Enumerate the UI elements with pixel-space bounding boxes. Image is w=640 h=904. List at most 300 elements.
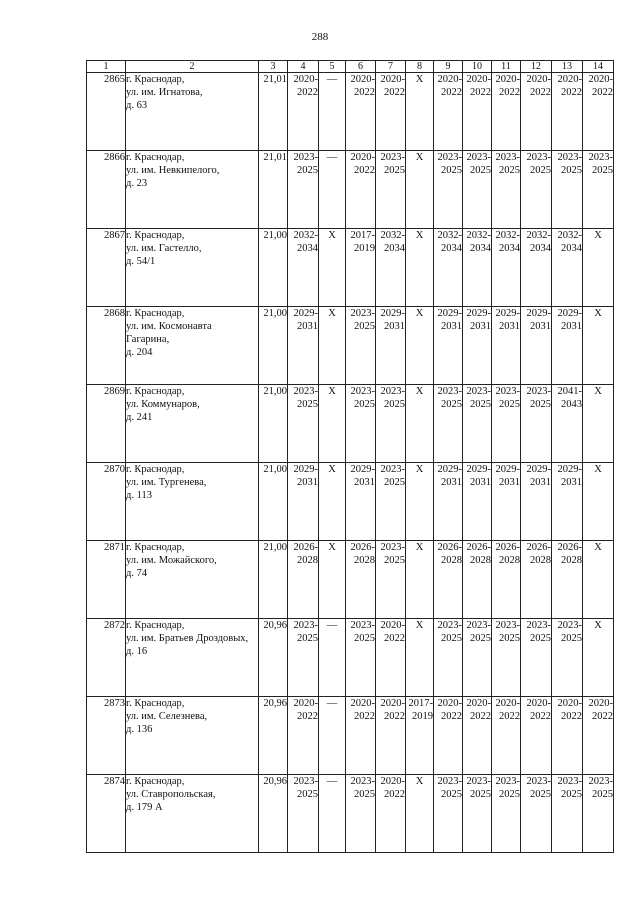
column-header-9: 9: [434, 61, 463, 73]
address-line: д. 113: [126, 490, 152, 501]
period-cell-c12: [521, 385, 552, 463]
period-line: 2023-: [437, 620, 462, 631]
period-cell-c4: [288, 73, 319, 151]
period-cell-c14: [583, 229, 614, 307]
period-line: 2031: [470, 477, 491, 488]
period-line: 2023-: [526, 776, 551, 787]
period-line: 2032-: [437, 230, 462, 241]
address-line: д. 23: [126, 178, 148, 189]
period-cell-c4: [288, 541, 319, 619]
address-line: ул. им. Гастелло,: [126, 243, 202, 254]
period-line: 2022: [561, 87, 582, 98]
row-number: 2868: [87, 307, 126, 385]
address-line: ул. им. Селезнева,: [126, 711, 208, 722]
address-cell: [126, 775, 259, 853]
period-line: 2023-: [526, 386, 551, 397]
period-line: 2022: [592, 87, 613, 98]
period-line: 2025: [354, 321, 375, 332]
period-line: 2025: [470, 789, 491, 800]
period-line: 2020-: [588, 74, 613, 85]
period-cell-c11: [492, 385, 521, 463]
period-line: 2031: [530, 477, 551, 488]
period-line: Х: [415, 386, 424, 397]
period-line: —: [326, 74, 338, 85]
period-line: 2023-: [380, 152, 405, 163]
period-cell-c8: [406, 73, 434, 151]
period-cell-c5: [319, 541, 346, 619]
period-cell-c9: [434, 463, 463, 541]
period-cell-c7: [376, 385, 406, 463]
area-cell: 21,00: [259, 229, 288, 307]
area-cell: 21,00: [259, 463, 288, 541]
period-cell-c13: [552, 73, 583, 151]
area-cell: 20,96: [259, 697, 288, 775]
period-line: 2025: [470, 399, 491, 410]
period-line: 2031: [499, 321, 520, 332]
period-line: Х: [415, 74, 424, 85]
period-cell-c9: [434, 541, 463, 619]
period-line: —: [326, 620, 338, 631]
period-line: 2029-: [495, 464, 520, 475]
period-cell-c7: [376, 775, 406, 853]
period-cell-c14: [583, 73, 614, 151]
table-row: [87, 463, 614, 541]
column-header-10: 10: [463, 61, 492, 73]
period-line: Х: [328, 542, 336, 553]
period-line: 2034: [470, 243, 491, 254]
period-line: —: [326, 152, 338, 163]
period-line: 2020-: [380, 620, 405, 631]
address-line: ул. им. Космонавта: [126, 321, 212, 332]
period-line: 2025: [530, 633, 551, 644]
period-line: 2023-: [557, 776, 582, 787]
period-line: 2023-: [466, 386, 491, 397]
period-cell-c11: [492, 541, 521, 619]
period-line: 2034: [384, 243, 405, 254]
column-header-6: 6: [346, 61, 376, 73]
table-row: [87, 307, 614, 385]
period-cell-c11: [492, 307, 521, 385]
column-header-12: 12: [521, 61, 552, 73]
period-cell-c4: [288, 229, 319, 307]
address-line: д. 179 А: [126, 802, 163, 813]
period-line: 2020-: [437, 698, 462, 709]
period-line: 2023-: [437, 776, 462, 787]
period-cell-c14: [583, 619, 614, 697]
period-line: 2022: [354, 165, 375, 176]
column-header-5: 5: [319, 61, 346, 73]
period-cell-c6: [346, 73, 376, 151]
period-line: 2025: [297, 399, 318, 410]
address-line: ул. Ставропольская,: [126, 789, 216, 800]
period-line: 2022: [470, 87, 491, 98]
period-line: 2023-: [350, 386, 375, 397]
row-number: 2872: [87, 619, 126, 697]
row-number: 2870: [87, 463, 126, 541]
period-line: 2023-: [293, 620, 318, 631]
row-number: 2873: [87, 697, 126, 775]
period-line: Х: [415, 542, 424, 553]
period-line: 2019: [354, 243, 375, 254]
period-cell-c4: [288, 151, 319, 229]
period-line: 2025: [354, 789, 375, 800]
period-line: 2028: [530, 555, 551, 566]
period-line: 2032-: [526, 230, 551, 241]
period-line: 2025: [530, 789, 551, 800]
period-line: 2028: [561, 555, 582, 566]
period-line: 2028: [499, 555, 520, 566]
period-cell-c4: [288, 385, 319, 463]
period-cell-c10: [463, 73, 492, 151]
period-line: 2029-: [526, 464, 551, 475]
period-cell-c12: [521, 229, 552, 307]
address-line: ул. им. Братьев Дроздовых,: [126, 633, 249, 644]
period-cell-c14: [583, 385, 614, 463]
period-cell-c7: [376, 697, 406, 775]
period-line: 2022: [499, 711, 520, 722]
period-line: Х: [415, 308, 424, 319]
period-line: 2031: [441, 477, 462, 488]
address-cell: [126, 385, 259, 463]
period-line: 2022: [441, 711, 462, 722]
period-cell-c10: [463, 229, 492, 307]
period-line: 2020-: [495, 698, 520, 709]
period-line: Х: [415, 230, 424, 241]
period-line: 2025: [297, 633, 318, 644]
period-line: 2025: [499, 789, 520, 800]
period-line: 2034: [561, 243, 582, 254]
address-line: ул. им. Невкипелого,: [126, 165, 220, 176]
period-line: 2020-: [380, 74, 405, 85]
area-cell: 21,00: [259, 385, 288, 463]
area-cell: 21,00: [259, 307, 288, 385]
period-cell-c9: [434, 229, 463, 307]
period-line: 2023-: [437, 386, 462, 397]
period-line: 2029-: [437, 308, 462, 319]
period-line: 2029-: [466, 464, 491, 475]
period-line: 2031: [441, 321, 462, 332]
period-line: 2034: [441, 243, 462, 254]
period-line: 2029-: [293, 308, 318, 319]
period-cell-c5: [319, 775, 346, 853]
table-row: [87, 385, 614, 463]
row-number: 2871: [87, 541, 126, 619]
period-line: 2022: [354, 711, 375, 722]
column-header-2: 2: [126, 61, 259, 73]
period-line: 2025: [441, 789, 462, 800]
column-header-4: 4: [288, 61, 319, 73]
period-cell-c10: [463, 307, 492, 385]
period-line: 2020-: [293, 74, 318, 85]
period-line: 2025: [441, 165, 462, 176]
period-cell-c14: [583, 151, 614, 229]
period-line: 2025: [297, 165, 318, 176]
period-line: 2029-: [526, 308, 551, 319]
period-line: 2022: [470, 711, 491, 722]
period-cell-c12: [521, 541, 552, 619]
period-line: 2026-: [526, 542, 551, 553]
period-cell-c8: [406, 697, 434, 775]
period-cell-c4: [288, 775, 319, 853]
page-number: 288: [311, 31, 329, 43]
period-line: 2020-: [466, 698, 491, 709]
period-cell-c10: [463, 151, 492, 229]
period-line: 2025: [499, 165, 520, 176]
period-line: 2020-: [526, 74, 551, 85]
period-cell-c13: [552, 697, 583, 775]
period-cell-c10: [463, 463, 492, 541]
period-line: 2026-: [293, 542, 318, 553]
period-line: 2041-: [557, 386, 582, 397]
period-line: 2026-: [557, 542, 582, 553]
period-cell-c6: [346, 619, 376, 697]
period-line: 2023-: [526, 152, 551, 163]
period-cell-c7: [376, 463, 406, 541]
address-cell: [126, 151, 259, 229]
period-cell-c6: [346, 385, 376, 463]
period-line: 2025: [470, 633, 491, 644]
period-cell-c9: [434, 697, 463, 775]
period-cell-c9: [434, 619, 463, 697]
period-line: Х: [594, 620, 602, 631]
period-cell-c11: [492, 229, 521, 307]
period-line: 2023-: [495, 152, 520, 163]
period-cell-c13: [552, 307, 583, 385]
period-line: 2029-: [557, 308, 582, 319]
period-cell-c10: [463, 385, 492, 463]
column-header-11: 11: [492, 61, 521, 73]
period-line: 2032-: [293, 230, 318, 241]
period-cell-c7: [376, 229, 406, 307]
period-line: 2029-: [495, 308, 520, 319]
table-row: [87, 541, 614, 619]
period-line: 2025: [354, 633, 375, 644]
period-line: 2032-: [495, 230, 520, 241]
period-line: 2032-: [466, 230, 491, 241]
period-cell-c9: [434, 775, 463, 853]
period-cell-c13: [552, 619, 583, 697]
period-cell-c7: [376, 619, 406, 697]
period-cell-c12: [521, 151, 552, 229]
period-line: 2017-: [350, 230, 375, 241]
address-line: ул. Коммунаров,: [126, 399, 200, 410]
column-header-1: 1: [87, 61, 126, 73]
period-cell-c8: [406, 619, 434, 697]
period-line: 2020-: [557, 698, 582, 709]
period-line: Х: [328, 308, 336, 319]
column-header-14: 14: [583, 61, 614, 73]
period-cell-c6: [346, 307, 376, 385]
period-line: 2022: [530, 87, 551, 98]
address-cell: [126, 619, 259, 697]
period-line: 2029-: [293, 464, 318, 475]
period-line: 2025: [384, 399, 405, 410]
period-line: 2022: [384, 633, 405, 644]
period-line: 2022: [384, 711, 405, 722]
period-line: 2023-: [495, 776, 520, 787]
period-line: 2025: [499, 633, 520, 644]
period-cell-c5: [319, 697, 346, 775]
period-line: 2017-: [408, 698, 433, 709]
period-cell-c4: [288, 697, 319, 775]
period-line: 2031: [561, 321, 582, 332]
period-cell-c10: [463, 541, 492, 619]
period-line: 2026-: [350, 542, 375, 553]
address-cell: [126, 307, 259, 385]
period-line: 2023-: [293, 152, 318, 163]
period-cell-c6: [346, 151, 376, 229]
period-line: 2026-: [495, 542, 520, 553]
period-line: 2025: [530, 165, 551, 176]
address-line: Гагарина,: [126, 334, 170, 345]
period-cell-c12: [521, 619, 552, 697]
period-line: 2020-: [380, 698, 405, 709]
period-line: 2023-: [588, 152, 613, 163]
period-cell-c13: [552, 775, 583, 853]
period-line: 2022: [561, 711, 582, 722]
period-line: 2026-: [437, 542, 462, 553]
period-line: 2023-: [466, 620, 491, 631]
period-cell-c7: [376, 151, 406, 229]
area-cell: 21,01: [259, 151, 288, 229]
address-line: г. Краснодар,: [126, 152, 185, 163]
period-line: 2020-: [526, 698, 551, 709]
row-number: 2874: [87, 775, 126, 853]
period-line: 2025: [561, 165, 582, 176]
period-line: 2023-: [495, 620, 520, 631]
period-cell-c5: [319, 385, 346, 463]
period-line: Х: [594, 308, 602, 319]
address-cell: [126, 697, 259, 775]
period-cell-c7: [376, 73, 406, 151]
period-line: 2023-: [437, 152, 462, 163]
period-line: —: [326, 776, 338, 787]
period-line: 2025: [470, 165, 491, 176]
period-line: 2025: [530, 399, 551, 410]
period-cell-c12: [521, 463, 552, 541]
period-line: 2023-: [495, 386, 520, 397]
period-line: 2020-: [588, 698, 613, 709]
period-line: 2023-: [557, 152, 582, 163]
period-line: 2020-: [380, 776, 405, 787]
period-line: 2031: [297, 477, 318, 488]
period-cell-c8: [406, 775, 434, 853]
period-line: 2020-: [495, 74, 520, 85]
period-line: 2022: [354, 87, 375, 98]
period-line: 2022: [499, 87, 520, 98]
address-line: д. 74: [126, 568, 148, 579]
period-cell-c6: [346, 775, 376, 853]
period-line: 2026-: [466, 542, 491, 553]
period-line: 2032-: [557, 230, 582, 241]
period-cell-c9: [434, 151, 463, 229]
period-cell-c8: [406, 307, 434, 385]
period-line: 2028: [354, 555, 375, 566]
address-cell: [126, 73, 259, 151]
period-line: 2023-: [526, 620, 551, 631]
period-line: Х: [415, 620, 424, 631]
period-cell-c14: [583, 463, 614, 541]
period-line: 2022: [384, 87, 405, 98]
period-line: 2025: [384, 555, 405, 566]
period-cell-c10: [463, 619, 492, 697]
period-line: 2020-: [557, 74, 582, 85]
period-line: 2025: [561, 633, 582, 644]
period-line: 2023-: [588, 776, 613, 787]
table-row: [87, 697, 614, 775]
period-line: 2034: [499, 243, 520, 254]
period-cell-c5: [319, 151, 346, 229]
row-number: 2869: [87, 385, 126, 463]
address-line: д. 136: [126, 724, 153, 735]
period-cell-c4: [288, 463, 319, 541]
table-row: [87, 775, 614, 853]
period-cell-c13: [552, 385, 583, 463]
address-line: г. Краснодар,: [126, 776, 185, 787]
period-line: 2023-: [557, 620, 582, 631]
area-cell: 21,01: [259, 73, 288, 151]
period-line: 2031: [470, 321, 491, 332]
period-line: Х: [328, 386, 336, 397]
area-cell: 20,96: [259, 619, 288, 697]
period-line: 2020-: [350, 74, 375, 85]
period-line: 2043: [561, 399, 582, 410]
address-line: д. 63: [126, 100, 148, 111]
period-line: 2025: [499, 399, 520, 410]
period-line: 2022: [297, 87, 318, 98]
period-line: 2029-: [380, 308, 405, 319]
period-line: Х: [415, 776, 424, 787]
period-cell-c11: [492, 151, 521, 229]
period-cell-c6: [346, 229, 376, 307]
period-cell-c12: [521, 697, 552, 775]
period-cell-c6: [346, 463, 376, 541]
period-line: —: [326, 698, 338, 709]
period-cell-c14: [583, 697, 614, 775]
table-row: [87, 73, 614, 151]
period-line: 2023-: [350, 308, 375, 319]
period-line: 2025: [441, 633, 462, 644]
row-number: 2866: [87, 151, 126, 229]
period-line: 2022: [297, 711, 318, 722]
table-row: [87, 619, 614, 697]
schedule-table: [86, 60, 614, 853]
period-line: Х: [594, 386, 602, 397]
address-line: д. 54/1: [126, 256, 156, 267]
period-cell-c5: [319, 73, 346, 151]
period-line: 2022: [441, 87, 462, 98]
area-cell: 21,00: [259, 541, 288, 619]
address-line: г. Краснодар,: [126, 230, 185, 241]
period-line: 2025: [354, 399, 375, 410]
period-cell-c11: [492, 775, 521, 853]
period-line: 2028: [441, 555, 462, 566]
period-line: 2029-: [466, 308, 491, 319]
row-number: 2867: [87, 229, 126, 307]
period-cell-c10: [463, 697, 492, 775]
period-line: 2023-: [466, 152, 491, 163]
address-cell: [126, 229, 259, 307]
address-line: ул. им. Тургенева,: [126, 477, 207, 488]
period-line: 2025: [384, 477, 405, 488]
header-row: [87, 61, 614, 73]
row-number: 2865: [87, 73, 126, 151]
period-cell-c12: [521, 775, 552, 853]
period-line: Х: [594, 464, 602, 475]
area-cell: 20,96: [259, 775, 288, 853]
period-cell-c4: [288, 307, 319, 385]
address-line: г. Краснодар,: [126, 74, 185, 85]
